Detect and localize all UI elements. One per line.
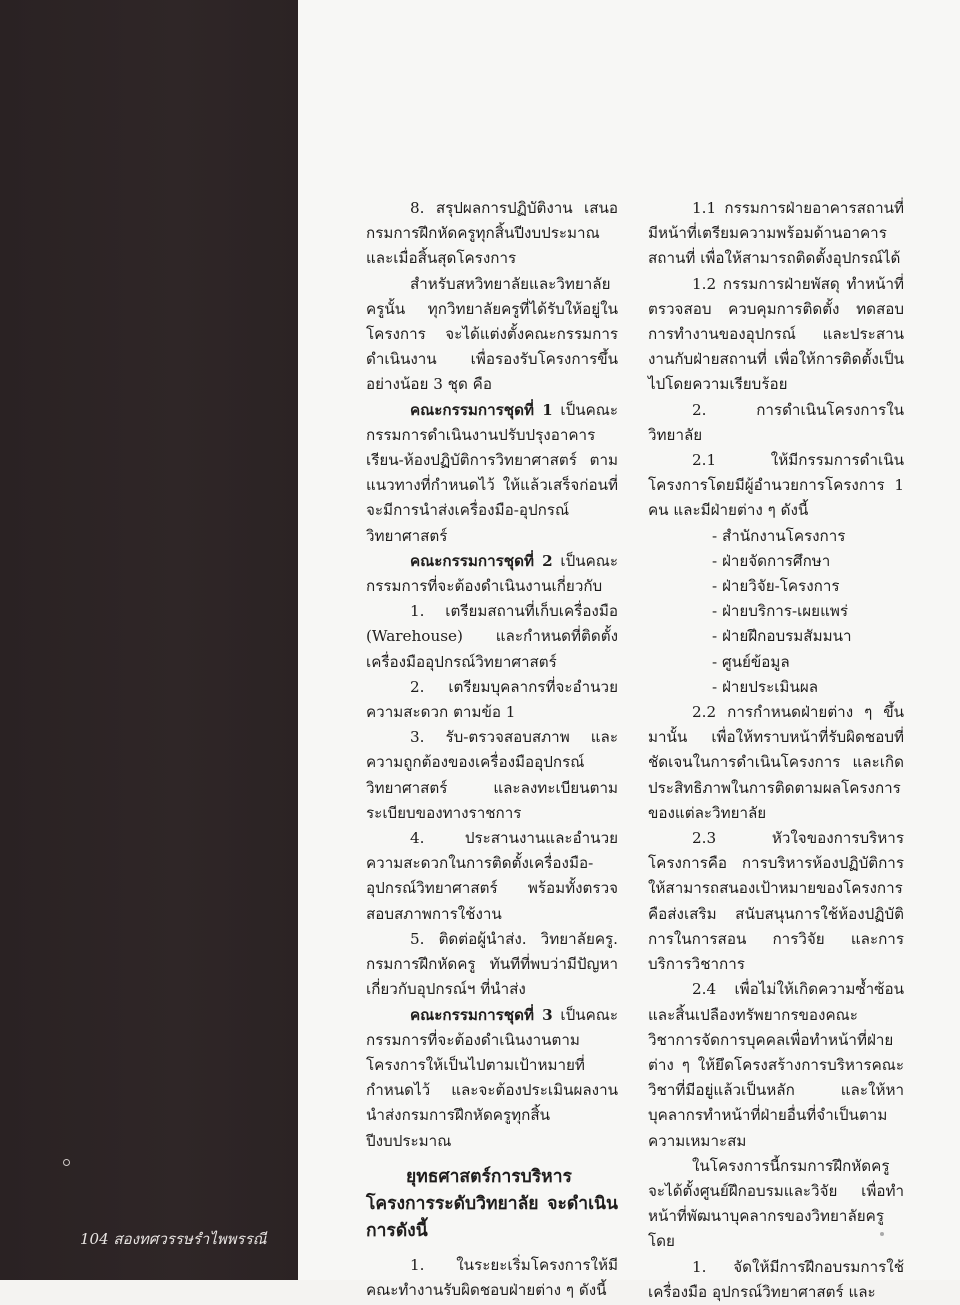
committee-label: คณะกรรมการชุดที่ 1 — [410, 400, 553, 419]
list-item: - ฝ่ายประเมินผล — [712, 677, 819, 696]
list-item: - ศูนย์ข้อมูล — [712, 652, 790, 671]
section-heading: ยุทธศาสตร์การบริหารโครงการระดับวิทยาลัย จะดำเนินการดังนี้ — [366, 1166, 618, 1241]
page-number: 104 — [80, 1230, 109, 1248]
committee-label: คณะกรรมการชุดที่ 3 — [410, 1005, 553, 1024]
list-item: - ฝ่ายวิจัย-โครงการ — [712, 577, 840, 596]
paragraph: 8. สรุปผลการปฏิบัติงาน เสนอกรมการฝึกหัดครูทุกสิ้นปีงบประมาณ และเมื่อสิ้นสุดโครงการ — [366, 199, 618, 268]
text-column-left — [366, 196, 618, 1303]
paragraph — [366, 549, 618, 599]
paragraph-text: เป็นคณะกรรมการดำเนินงานปรับปรุงอาคารเรียน-ห้องปฏิบัติการวิทยาศาสตร์ ตามแนวทางที่กำหนดไว้ ให้แล้วเสร็จก่อนที่จะมีการนำส่งเครื่องมือ-อุปกรณ์วิทยาศาสตร์ — [366, 400, 618, 545]
paragraph: 1.2 กรรมการฝ่ายพัสดุ ทำหน้าที่ตรวจสอบ ควบคุมการติดตั้ง ทดสอบการทำงานของอุปกรณ์ และประสานงานกับฝ่ายสถานที่ เพื่อให้การติดตั้งเป็นไปโดยความเรียบร้อย — [648, 274, 904, 394]
list-item: - ฝ่ายบริการ-เผยแพร่ — [712, 602, 849, 621]
scan-speck — [63, 1159, 70, 1166]
paragraph: 2.1 ให้มีกรรมการดำเนินโครงการโดยมีผู้อำนวยการโครงการ 1 คน และมีฝ่ายต่าง ๆ ดังนี้ — [648, 451, 904, 520]
list-item: - ฝ่ายจัดการศึกษา — [712, 551, 831, 570]
paragraph-text: เป็นคณะกรรมการที่จะต้องดำเนินงานเกี่ยวกับ — [366, 551, 618, 596]
dark-margin-band — [0, 0, 298, 1280]
paragraph: 2. การดำเนินโครงการในวิทยาลัย — [648, 400, 904, 444]
publication-title: สองทศวรรษรำไพพรรณี — [113, 1230, 267, 1248]
paragraph — [366, 1003, 618, 1154]
paragraph: 2.4 เพื่อไม่ให้เกิดความซ้ำซ้อนและสิ้นเปลืองทรัพยากรของคณะวิชาการจัดการบุคคลเพื่อทำหน้าที่ฝ่ายต่าง ๆ ให้ยึดโครงสร้างการบริหารคณะวิชาที่มีอยู่แล้วเป็นหลัก และให้หาบุคลากรทำหน้าที่ฝ่ายอื่นที่จำเป็นตามความเหมาะสม — [648, 980, 904, 1150]
paragraph: 1. ในระยะเริ่มโครงการให้มีคณะทำงานรับผิดชอบฝ่ายต่าง ๆ ดังนี้ — [366, 1255, 618, 1299]
text-column-right — [648, 196, 904, 1305]
paragraph: 3. รับ-ตรวจสอบสภาพ และความถูกต้องของเครื่องมืออุปกรณ์วิทยาศาสตร์ และลงทะเบียนตามระเบียบของทางราชการ — [366, 728, 618, 822]
paragraph: 2.3 หัวใจของการบริหารโครงการคือ การบริหารห้องปฏิบัติการ ให้สามารถสนองเป้าหมายของโครงการ คือส่งเสริม สนับสนุนการใช้ห้องปฏิบัติการในการสอน การวิจัย และการบริการวิชาการ — [648, 829, 904, 974]
page-footer — [80, 1227, 295, 1251]
bullet-list — [648, 524, 904, 700]
paragraph: 2.2 การกำหนดฝ่ายต่าง ๆ ขึ้นมานั้น เพื่อให้ทราบหน้าที่รับผิดชอบที่ชัดเจนในการดำเนินโครงการ และเกิดประสิทธิภาพในการติดตามผลโครงการของแต่ละวิทยาลัย — [648, 703, 904, 822]
paragraph-text: เป็นคณะกรรมการที่จะต้องดำเนินงานตามโครงการให้เป็นไปตามเป้าหมายที่กำหนดไว้ และจะต้องประเมินผลงานนำส่งกรมการฝึกหัดครูทุกสิ้นปีงบประมาณ — [366, 1005, 618, 1150]
paragraph: 1. จัดให้มีการฝึกอบรมการใช้เครื่องมือ อุปกรณ์วิทยาศาสตร์ และ — [648, 1257, 904, 1301]
paragraph: ในโครงการนี้กรมการฝึกหัดครูจะได้ตั้งศูนย์ฝึกอบรมและวิจัย เพื่อทำหน้าที่พัฒนาบุคลากรของวิทยาลัยครู โดย — [648, 1156, 904, 1251]
paragraph: 1.1 กรรมการฝ่ายอาคารสถานที่ มีหน้าที่เตรียมความพร้อมด้านอาคารสถานที่ เพื่อให้สามารถติดตั้งอุปกรณ์ได้ — [648, 199, 904, 268]
paragraph: 5. ติดต่อผู้นำส่ง. วิทยาลัยครู. กรมการฝึกหัดครู ทันทีที่พบว่ามีปัญหาเกี่ยวกับอุปกรณ์ฯ ที่นำส่ง — [366, 929, 618, 999]
list-item: - ฝ่ายฝึกอบรมสัมมนา — [712, 627, 852, 646]
paragraph: 4. ประสานงานและอำนวยความสะดวกในการติดตั้งเครื่องมือ-อุปกรณ์วิทยาศาสตร์ พร้อมทั้งตรวจสอบสภาพการใช้งาน — [366, 829, 618, 923]
list-item: - สำนักงานโครงการ — [712, 526, 846, 545]
paragraph: 2. เตรียมบุคลากรที่จะอำนวยความสะดวก ตามข้อ 1 — [366, 677, 618, 722]
paragraph: 1. เตรียมสถานที่เก็บเครื่องมือ (Warehouse) และกำหนดที่ติดตั้งเครื่องมืออุปกรณ์วิทยาศาสตร์ — [366, 602, 618, 671]
paragraph: สำหรับสหวิทยาลัยและวิทยาลัยครูนั้น ทุกวิทยาลัยครูที่ได้รับให้อยู่ในโครงการ จะได้แต่งตั้งคณะกรรมการดำเนินงาน เพื่อรองรับโครงการขึ้นอย่างน้อย 3 ชุด คือ — [366, 274, 618, 394]
committee-label: คณะกรรมการชุดที่ 2 — [410, 551, 553, 570]
paragraph — [366, 398, 618, 549]
